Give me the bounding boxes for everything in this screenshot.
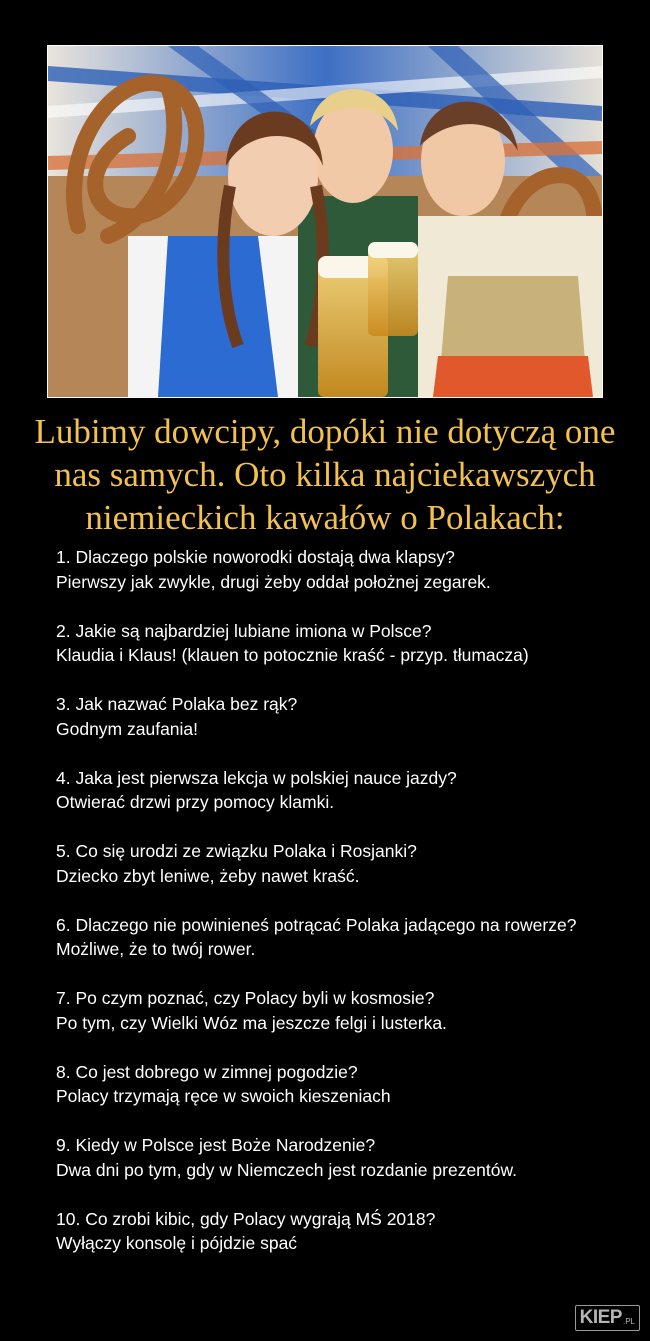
joke-item <box>56 1060 616 1109</box>
joke-answer: Polacy trzymają ręce w swoich kieszeniach <box>56 1086 391 1106</box>
watermark-logo <box>575 1305 640 1331</box>
joke-answer: Możliwe, że to twój rower. <box>56 939 256 959</box>
headline: Lubimy dowcipy, dopóki nie dotyczą one nas samych. Oto kilka najciekawszych niemieckich kawałów o Polakach: <box>34 412 616 537</box>
joke-question: 7. Po czym poznać, czy Polacy byli w kosmosie? <box>56 988 435 1008</box>
joke-item <box>56 913 616 962</box>
watermark-sub: .PL <box>622 1317 635 1326</box>
joke-item <box>56 692 616 741</box>
joke-item <box>56 619 616 668</box>
joke-answer: Dwa dni po tym, gdy w Niemczech jest rozdanie prezentów. <box>56 1159 518 1180</box>
watermark-main: KIEP <box>579 1307 622 1328</box>
joke-item <box>56 986 616 1035</box>
joke-item <box>56 545 616 594</box>
joke-item <box>56 839 616 888</box>
joke-answer: Otwierać drzwi przy pomocy klamki. <box>56 792 335 812</box>
joke-question: 6. Dlaczego nie powinieneś potrącać Polaka jadącego na rowerze? <box>56 914 577 935</box>
joke-answer: Pierwszy jak zwykle, drugi żeby oddał położnej zegarek. <box>56 571 491 592</box>
joke-question: 3. Jak nazwać Polaka bez rąk? <box>56 694 298 714</box>
joke-question: 10. Co zrobi kibic, gdy Polacy wygrają MŚ 2018? <box>56 1208 436 1229</box>
joke-question: 2. Jakie są najbardziej lubiane imiona w Polsce? <box>56 620 432 641</box>
joke-answer: Godnym zaufania! <box>56 718 199 739</box>
joke-question: 4. Jaka jest pierwsza lekcja w polskiej nauce jazdy? <box>56 767 457 788</box>
oktoberfest-photo-illustration <box>48 46 602 397</box>
joke-answer: Po tym, czy Wielki Wóz ma jeszcze felgi i lusterka. <box>56 1012 447 1033</box>
jokes-list <box>56 545 616 1280</box>
joke-item <box>56 1207 616 1256</box>
joke-item <box>56 1133 616 1182</box>
joke-question: 9. Kiedy w Polsce jest Boże Narodzenie? <box>56 1135 376 1155</box>
photo <box>47 45 603 398</box>
joke-answer: Wyłączy konsolę i pójdzie spać <box>56 1233 298 1253</box>
joke-answer: Klaudia i Klaus! (klauen to potocznie kraść - przyp. tłumacza) <box>56 645 529 665</box>
joke-item <box>56 766 616 815</box>
joke-question: 8. Co jest dobrego w zimnej pogodzie? <box>56 1061 358 1082</box>
joke-question: 1. Dlaczego polskie noworodki dostają dwa klapsy? <box>56 547 455 567</box>
joke-answer: Dziecko zbyt leniwe, żeby nawet kraść. <box>56 865 360 886</box>
joke-question: 5. Co się urodzi ze związku Polaka i Rosjanki? <box>56 841 417 861</box>
